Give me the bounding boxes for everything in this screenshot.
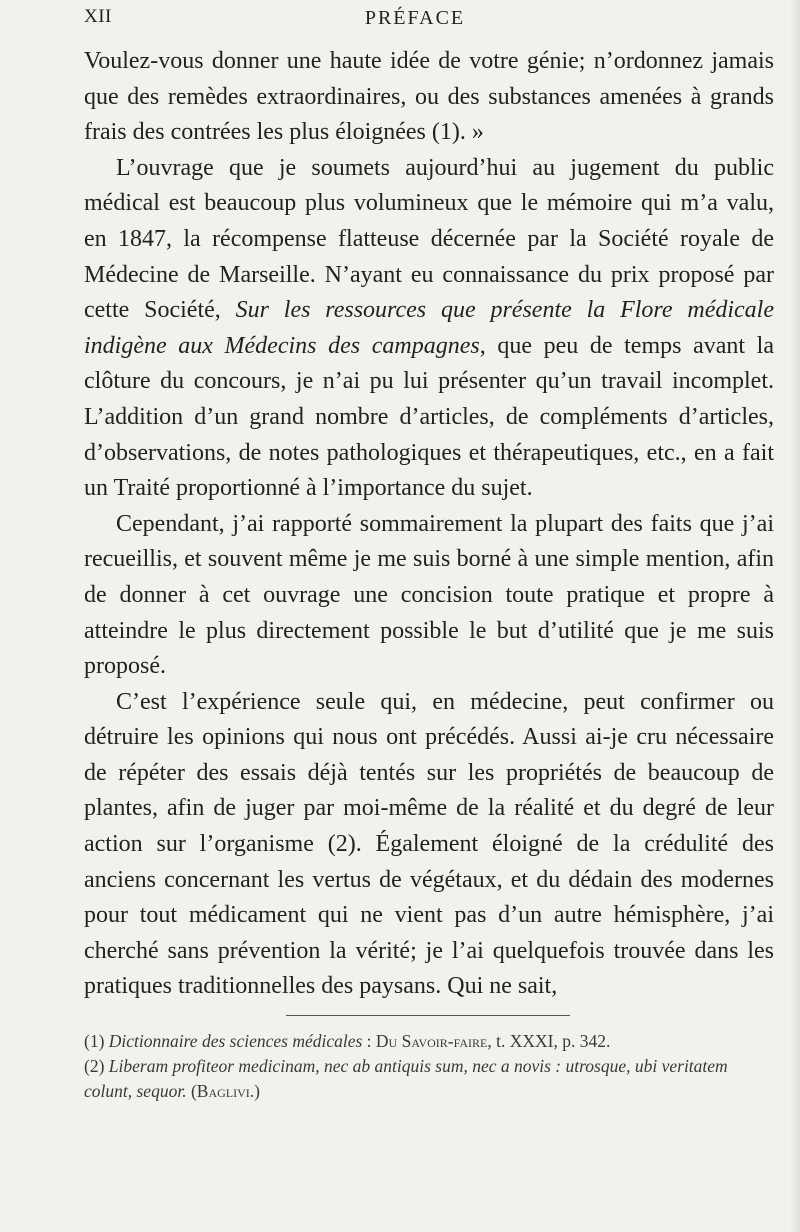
footnotes (84, 1029, 774, 1104)
prize-subject-title: Sur les ressources que présente la Flore médicale indigène aux Médecins des campagnes (84, 297, 774, 359)
page-number: XII (84, 6, 112, 27)
footnote-2-marker: (2) (84, 1056, 105, 1076)
paragraph-4: C’est l’expérience seule qui, en médecine, peut confirmer ou détruire les opinions qui nous ont précédés. Aussi ai-je cru nécessaire de répéter des essais déjà tentés sur les propriétés de beaucoup de plantes, afin de juger par moi-même de la réalité et du degré de leur action sur l’organisme (2). Également éloigné de la crédulité des anciens concernant les vertus de végétaux, et du dédain des modernes pour tout médicament qui ne vient pas d’un autre hémisphère, j’ai cherché sans prévention la vérité; je l’ai quelquefois trouvée dans les pratiques traditionnelles des paysans. Qui ne sait, (84, 688, 774, 1000)
footnote-1-author: Du Savoir-faire (375, 1031, 488, 1051)
paragraph-2-start: L’ouvrage que je soumets aujourd’hui au jugement du public médical est beaucoup plus volumineux que le mémoire qui m’a valu, en 1847, la récompense flatteuse décernée par la Société royale de Médecine de Marseille. N’ayant eu connaissance du prix proposé par cette Société, (84, 154, 774, 324)
footnote-1 (84, 1029, 774, 1054)
body-text (84, 44, 774, 1005)
paragraph-2-end: , que peu de temps avant la clôture du concours, je n’ai pu lui présenter qu’un travail incomplet. L’addition d’un grand nombre d’articles, de compléments d’articles, d’observations, de notes pathologiques et thérapeutiques, etc., en a fait un Traité proportionné à l’importance du sujet. (84, 332, 775, 502)
footnote-2-quote: Liberam profiteor medicinam, nec ab antiquis sum, nec a novis : utrosque, ubi veritatem colunt, sequor. (84, 1056, 728, 1101)
footnote-2 (84, 1054, 774, 1104)
paragraph-2 (84, 151, 774, 507)
footnote-1-marker: (1) (84, 1031, 105, 1051)
page-edge-shadow (790, 0, 800, 1232)
footnote-1-separator: : (362, 1031, 376, 1051)
footnote-1-reference: , t. XXXI, p. 342. (487, 1031, 611, 1051)
footnote-2-author: Baglivi (196, 1081, 250, 1101)
footnote-2-open: ( (186, 1081, 197, 1101)
paragraph-3: Cependant, j’ai rapporté sommairement la plupart des faits que j’ai recueillis, et souvent même je me suis borné à une simple mention, afin de donner à cet ouvrage une concision toute pratique et propre à atteindre le plus directement possible le but d’utilité que je me suis proposé. (84, 510, 774, 680)
running-head: PRÉFACE (364, 7, 466, 29)
footnote-1-title: Dictionnaire des sciences médicales (108, 1031, 363, 1051)
paragraph-1: Voulez-vous donner une haute idée de votre génie; n’ordonnez jamais que des remèdes extraordinaires, ou des substances amenées à grands frais des contrées les plus éloignées (1). » (84, 48, 774, 146)
footnote-divider (286, 1015, 570, 1016)
footnote-2-close: .) (249, 1081, 260, 1101)
